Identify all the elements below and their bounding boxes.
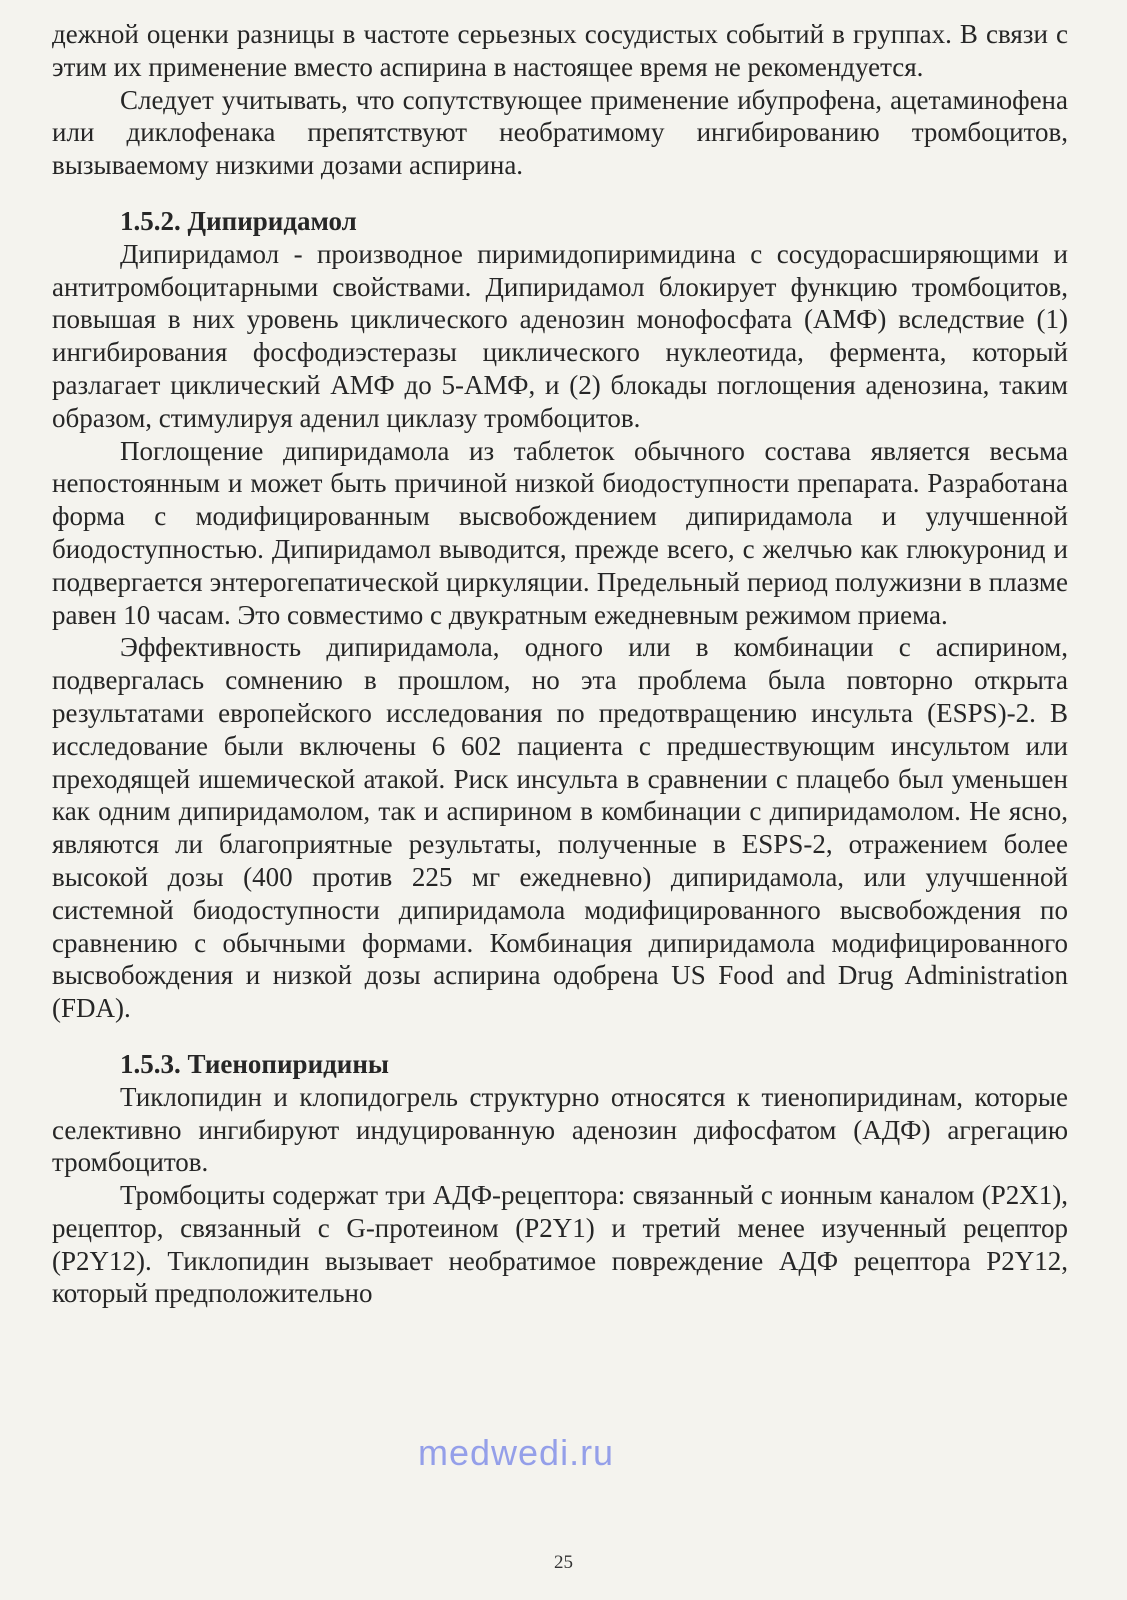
section-heading-dipyridamole: 1.5.2. Дипиридамол — [120, 205, 357, 236]
paragraph: Дипиридамол - производное пиримидопиримидина с сосудорасширяющими и антитромбоцитарными свойствами. Дипиридамол блокирует функцию тромбоцитов, повышая в них уровень циклического аденозин монофосфата (АМФ) вследствие (1) ингибирования фосфодиэстеразы циклического нуклеотида, фермента, который разлагает циклический АМФ до 5-АМФ, и (2) блокады поглощения аденозина, таким образом, стимулируя аденил циклазу тромбоцитов. — [52, 238, 1068, 433]
paragraph: Тромбоциты содержат три АДФ-рецептора: связанный с ионным каналом (Р2Х1), рецептор, связанный с G-протеином (Р2Y1) и третий менее изученный рецептор (Р2Y12). Тиклопидин вызывает необратимое повреждение АДФ рецептора Р2Y12, который предположительно — [52, 1180, 1068, 1309]
paragraph: Следует учитывать, что сопутствующее применение ибупрофена, ацетаминофена или диклофенака препятствуют необратимому ингибированию тромбоцитов, вызываемому низкими дозами аспирина. — [52, 84, 1068, 181]
page-number: 25 — [554, 1552, 573, 1573]
paragraph: дежной оценки разницы в частоте серьезных сосудистых событий в группах. В связи с этим их применение вместо аспирина в настоящее время не рекомендуется. — [52, 19, 1068, 82]
paragraph: Тиклопидин и клопидогрель структурно относятся к тиенопиридинам, которые селективно ингибируют индуцированную аденозин дифосфатом (АДФ) агрегацию тромбоцитов. — [52, 1081, 1068, 1178]
paragraph: Поглощение дипиридамола из таблеток обычного состава является весьма непостоянным и может быть причиной низкой биодоступности препарата. Разработана форма с модифицированным высвобождением дипиридамола и улучшенной биодоступностью. Дипиридамол выводится, прежде всего, с желчью как глюкуронид и подвергается энтерогепатической циркуляции. Предельный период полужизни в плазме равен 10 часам. Это совместимо с двукратным ежедневным режимом приема. — [52, 435, 1068, 630]
paragraph: Эффективность дипиридамола, одного или в комбинации с аспирином, подвергалась сомнению в прошлом, но эта проблема была повторно открыта результатами европейского исследования по предотвращению инсульта (ESPS)-2. В исследование были включены 6 602 пациента с предшествующим инсультом или преходящей ишемической атакой. Риск инсульта в сравнении с плацебо был уменьшен как одним дипиридамолом, так и аспирином в комбинации с дипиридамолом. Не ясно, являются ли благоприятные результаты, полученные в ESPS-2, отражением более высокой дозы (400 против 225 мг ежедневно) дипиридамола, или улучшенной системной биодоступности дипиридамола модифицированного высвобождения по сравнению с обычными формами. Комбинация дипиридамола модифицированного высвобождения и низкой дозы аспирина одобрена US Food and Drug Administration (FDA). — [52, 632, 1068, 1024]
page-body — [52, 18, 1068, 1310]
section-heading-thienopyridines: 1.5.3. Тиенопиридины — [120, 1048, 389, 1079]
watermark: medwedi.ru — [418, 1432, 615, 1473]
